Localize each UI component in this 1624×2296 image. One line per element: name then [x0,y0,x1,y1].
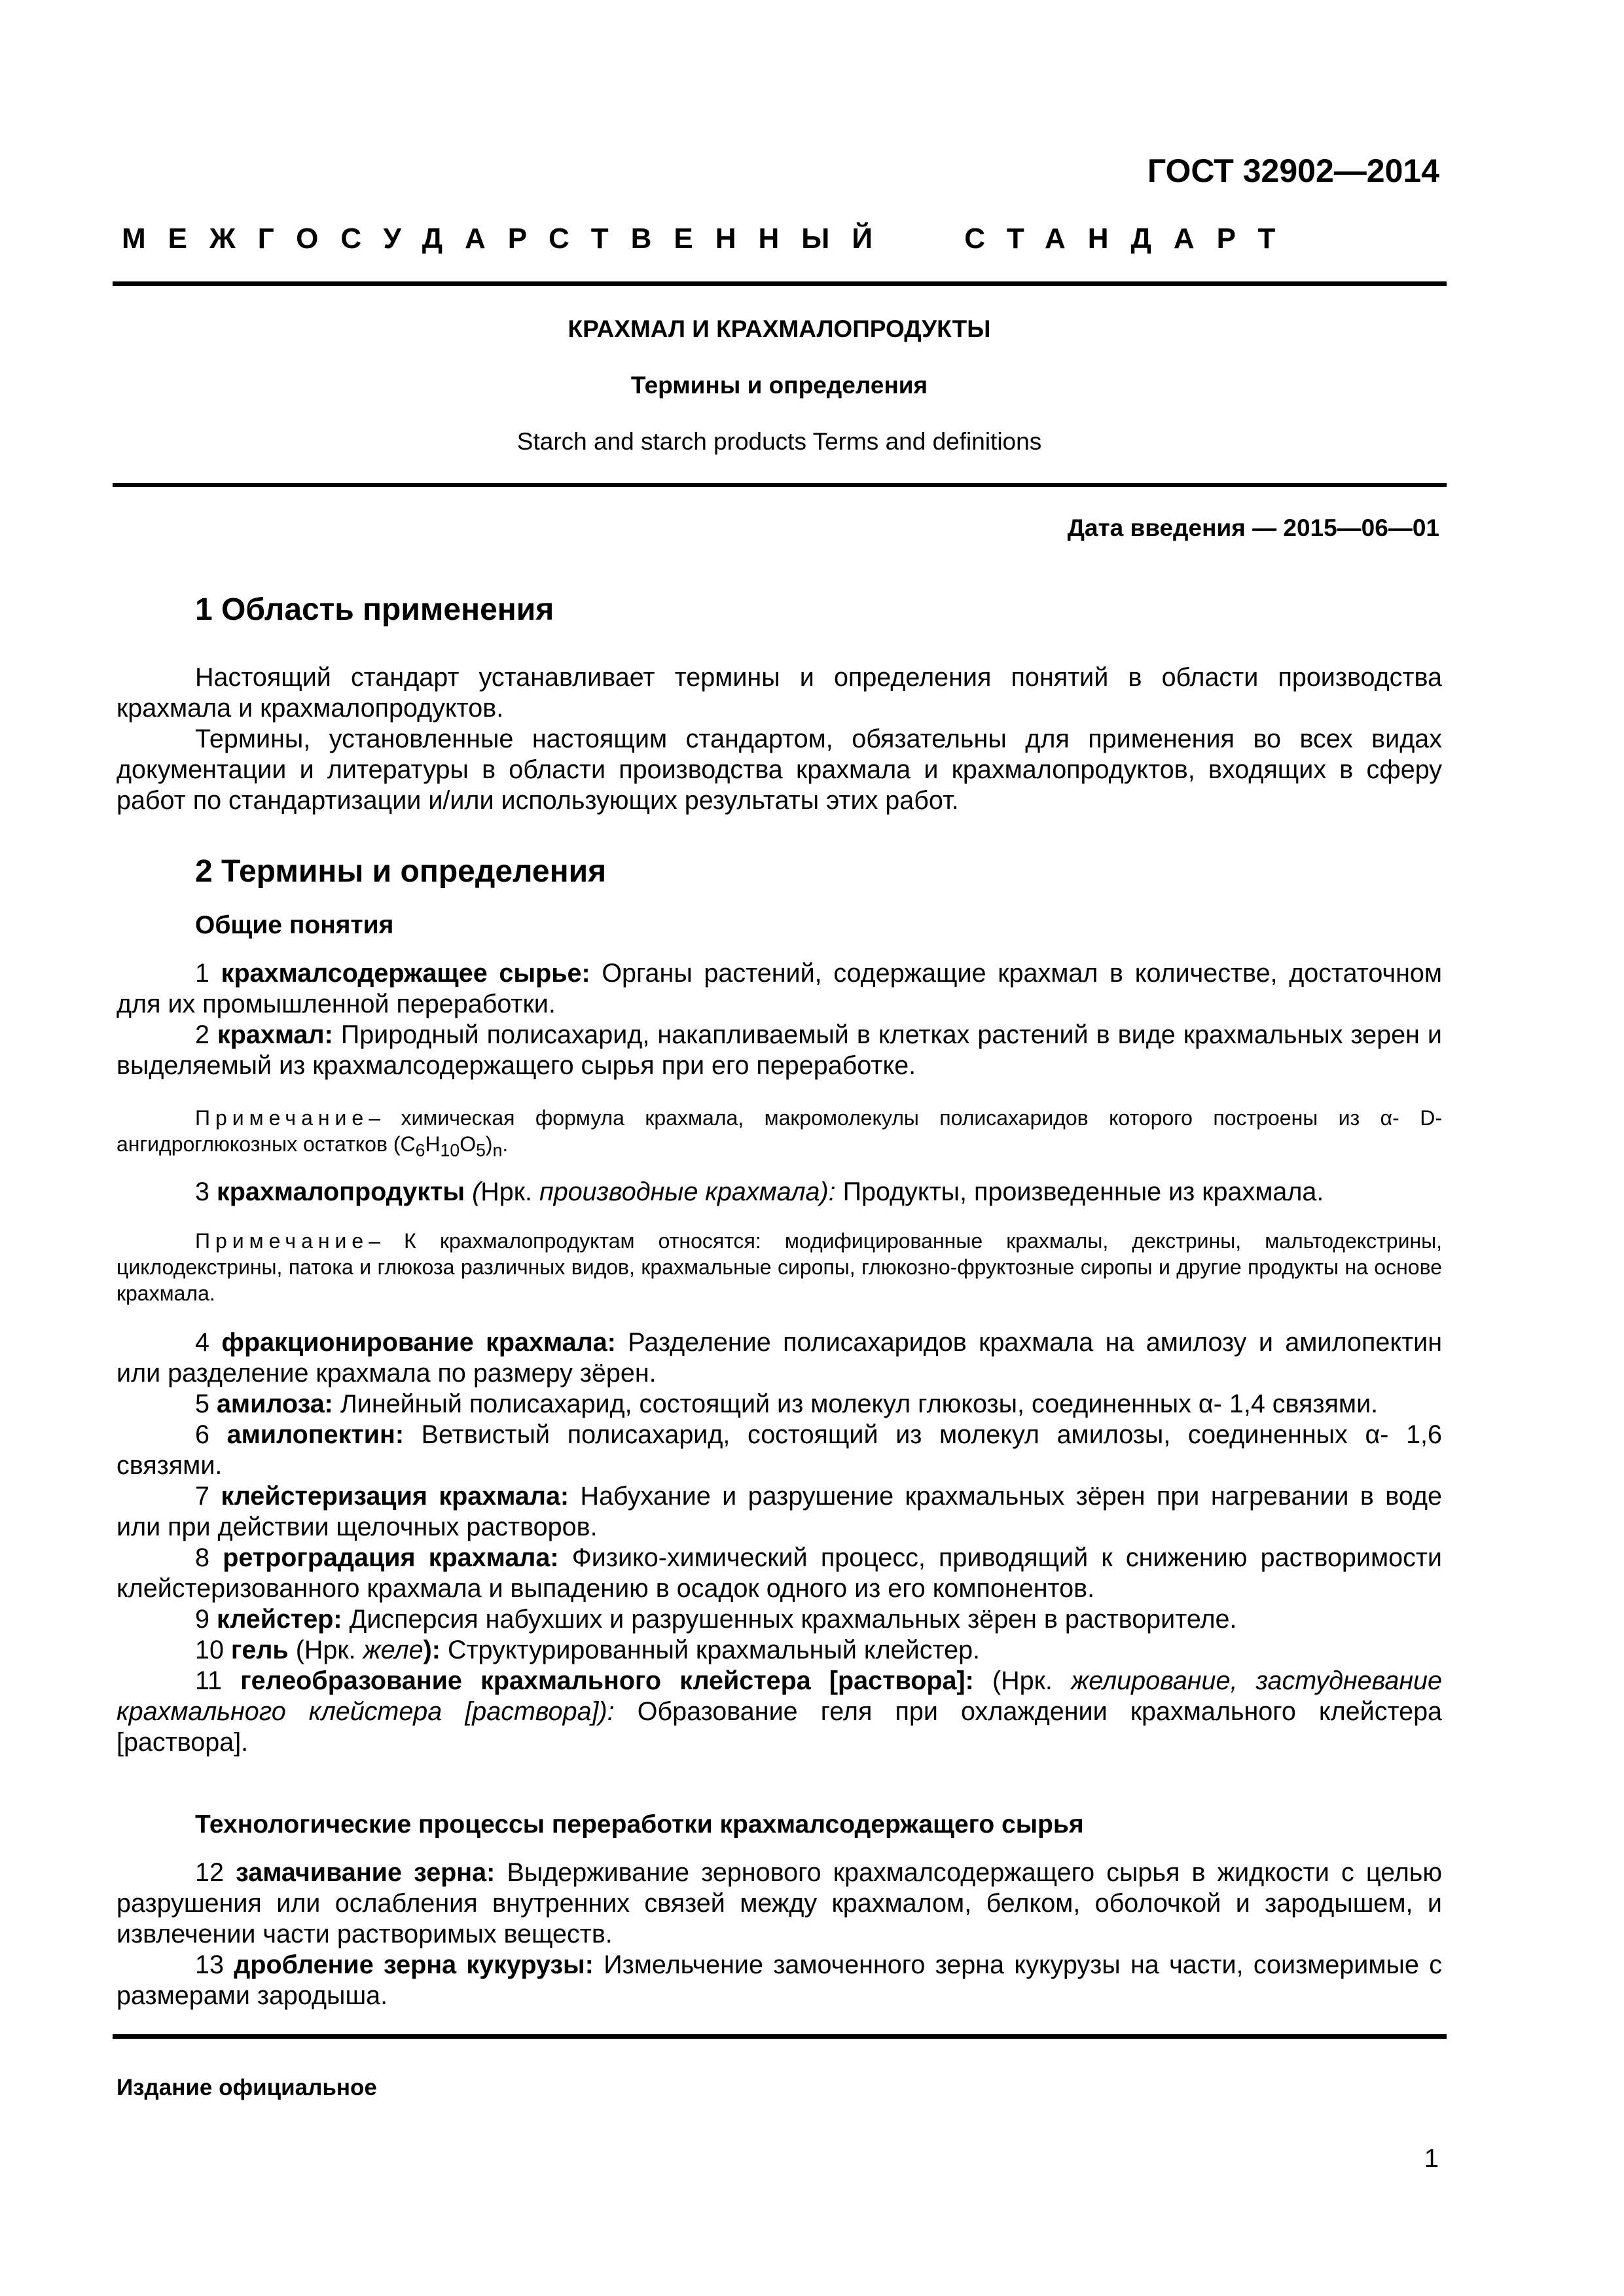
page-number: 1 [1424,2144,1439,2173]
note-label: Примечание [195,1229,369,1253]
term-entry: 10 гель (Нрк. желе): Структурированный крахмальный клейстер. [195,1636,981,1664]
term-entry: 7 клейстеризация крахмала: Набухание и разрушение крахмальных зёрен при нагревании в воде или при действии щелочных растворов. [117,1482,1442,1541]
term: гель [230,1636,289,1664]
terms-block-3 [117,1327,1442,1758]
term: амилоза: [216,1390,333,1418]
document-title-english: Starch and starch products Terms and definitions [516,428,1042,455]
introduction-date: Дата введения — 2015—06—01 [1067,514,1439,541]
term: крахмал: [217,1020,333,1049]
term-entry: 6 амилопектин: Ветвистый полисахарид, состоящий из молекул амилозы, соединенных α- 1,6 связями. [117,1420,1442,1480]
edition-label: Издание официальное [117,2075,377,2100]
interstate-standard-banner: МЕЖГОСУДАРСТВЕННЫЙ СТАНДАРТ [122,223,1298,255]
section-heading: 1 Область применения [195,592,554,627]
section-body [117,662,1442,816]
terms-block-1 [117,958,1442,1081]
section-heading: 2 Термины и определения [195,854,607,889]
term: фракционирование крахмала: [221,1328,616,1357]
term: гелеобразование крахмального клейстера [раствора]: [240,1666,974,1695]
note: Примечание– К крахмалопродуктам относятся: модифицированные крахмалы, декстрины, мальтодекстрины, циклодекстрины, патока и глюкоза различных видов, крахмальные сиропы, глюкозно-фруктозные сиропы и другие продукты на основе крахмала. [117,1229,1442,1305]
term-entry: 3 крахмалопродукты (Нрк. производные крахмала): Продукты, произведенные из крахмала. [195,1177,1324,1206]
term-entry: 5 амилоза: Линейный полисахарид, состоящий из молекул глюкозы, соединенных α- 1,4 связями. [195,1390,1379,1418]
document-title: КРАХМАЛ И КРАХМАЛОПРОДУКТЫ [568,315,991,342]
term: амилопектин: [226,1420,405,1449]
paragraph: Настоящий стандарт устанавливает термины и определения понятий в области производства крахмала и крахмалопродуктов. [117,663,1442,723]
terms-block-4 [117,1857,1442,2011]
gost-number: ГОСТ 32902—2014 [1147,152,1439,189]
term: крахмалсодержащее сырье: [221,959,590,988]
bottom-rule [113,2034,1447,2039]
term: ретроградация крахмала: [223,1543,559,1572]
note: Примечание– химическая формула крахмала, макромолекулы полисахаридов которого построены из α- D- ангидроглюкозных остатков $(C_6H_{10}O_5)_n$. [117,1106,1442,1160]
subsection-heading: Общие понятия [195,911,394,939]
term-entry: 8 ретроградация крахмала: Физико-химический процесс, приводящий к снижению растворимости клейстеризованного крахмала и выпадению в осадок одного из его компонентов. [117,1543,1442,1603]
term-entry: 2 крахмал: Природный полисахарид, накапливаемый в клетках растений в виде крахмальных зерен и выделяемый из крахмалсодержащего сырья при его переработке. [117,1020,1442,1080]
term-entry: 9 клейстер: Дисперсия набухших и разрушенных крахмальных зёрен в растворителе. [195,1605,1237,1634]
term: замачивание зерна: [236,1858,496,1887]
term: клейстеризация крахмала: [221,1482,569,1511]
term-entry: 11 гелеобразование крахмального клейстера [раствора]: (Нрк. желирование, застудневание крахмального клейстера [раствора]): Образование геля при охлаждении крахмального клейстера [раствора]. [117,1666,1443,1757]
terms-block-2 [117,1177,1442,1208]
top-rule [113,281,1447,286]
term-entry: 13 дробление зерна кукурузы: Измельчение замоченного зерна кукурузы на части, соизмеримые с размерами зародыша. [117,1950,1442,2010]
term-entry: 4 фракционирование крахмала: Разделение полисахаридов крахмала на амилозу и амилопектин или разделение крахмала по размеру зёрен. [117,1328,1443,1388]
title-rule [113,483,1447,487]
note-block [117,1105,1442,1163]
term-entry: 12 замачивание зерна: Выдерживание зернового крахмалсодержащего сырья в жидкости с целью разрушения или ослабления внутренних связей между крахмалом, белком, оболочкой и зародышем, и извлечении части растворимых веществ. [117,1858,1442,1948]
note-label: Примечание [195,1106,369,1130]
note-block [117,1228,1442,1306]
term: клейстер: [216,1605,342,1634]
term-entry: 1 крахмалсодержащее сырье: Органы растений, содержащие крахмал в количестве, достаточном для их промышленной переработки. [117,959,1443,1018]
term: дробление зерна кукурузы: [234,1950,594,1979]
term: крахмалопродукты [216,1177,465,1206]
document-subtitle: Термины и определения [630,372,928,399]
paragraph: Термины, установленные настоящим стандартом, обязательны для применения во всех видах документации и литературы в области производства крахмала и крахмалопродуктов, входящих в сферу работ по стандартизации и/или использующих результаты этих работ. [117,725,1442,815]
subsection-heading: Технологические процессы переработки крахмалсодержащего сырья [195,1810,1084,1839]
